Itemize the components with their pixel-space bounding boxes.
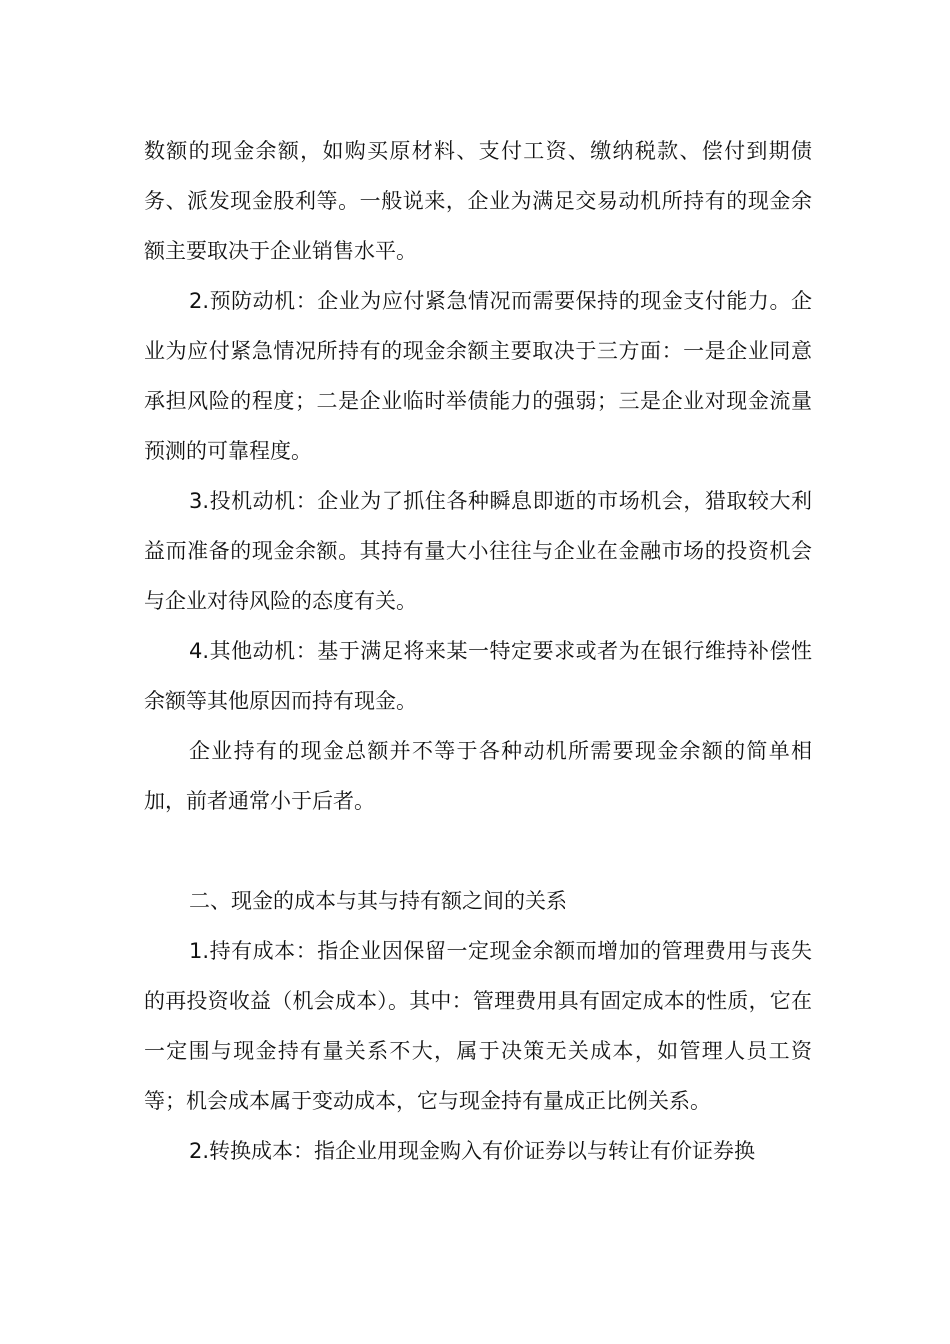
paragraph-total-cash-note: 企业持有的现金总额并不等于各种动机所需要现金余额的简单相加，前者通常小于后者。 xyxy=(144,739,812,813)
paragraph-precautionary-motive: 2.预防动机：企业为应付紧急情况而需要保持的现金支付能力。企业为应付紧急情况所持有的现金余额主要取决于三方面：一是企业同意承担风险的程度；二是企业临时举债能力的强弱；三是企业对现金流量预测的可靠程度。 xyxy=(144,289,812,463)
paragraph-speculative-motive: 3.投机动机：企业为了抓住各种瞬息即逝的市场机会，猎取较大利益而准备的现金余额。其持有量大小往往与企业在金融市场的投资机会与企业对待风险的态度有关。 xyxy=(144,489,812,613)
paragraph-other-motive: 4.其他动机：基于满足将来某一特定要求或者为在银行维持补偿性余额等其他原因而持有现金。 xyxy=(144,639,812,713)
document-body xyxy=(144,126,812,1176)
section-spacer xyxy=(144,826,812,876)
paragraph-conversion-cost: 2.转换成本：指企业用现金购入有价证券以与转让有价证券换 xyxy=(189,1139,756,1163)
paragraph-holding-cost: 1.持有成本：指企业因保留一定现金余额而增加的管理费用与丧失的再投资收益（机会成本）。其中：管理费用具有固定成本的性质，它在一定围与现金持有量关系不大，属于决策无关成本，如管理人员工资等；机会成本属于变动成本，它与现金持有量成正比例关系。 xyxy=(144,939,812,1113)
paragraph-transaction-motive-continued: 数额的现金余额，如购买原材料、支付工资、缴纳税款、偿付到期债务、派发现金股利等。一般说来，企业为满足交易动机所持有的现金余额主要取决于企业销售水平。 xyxy=(144,139,812,263)
section-heading-cash-cost: 二、现金的成本与其与持有额之间的关系 xyxy=(189,889,567,913)
